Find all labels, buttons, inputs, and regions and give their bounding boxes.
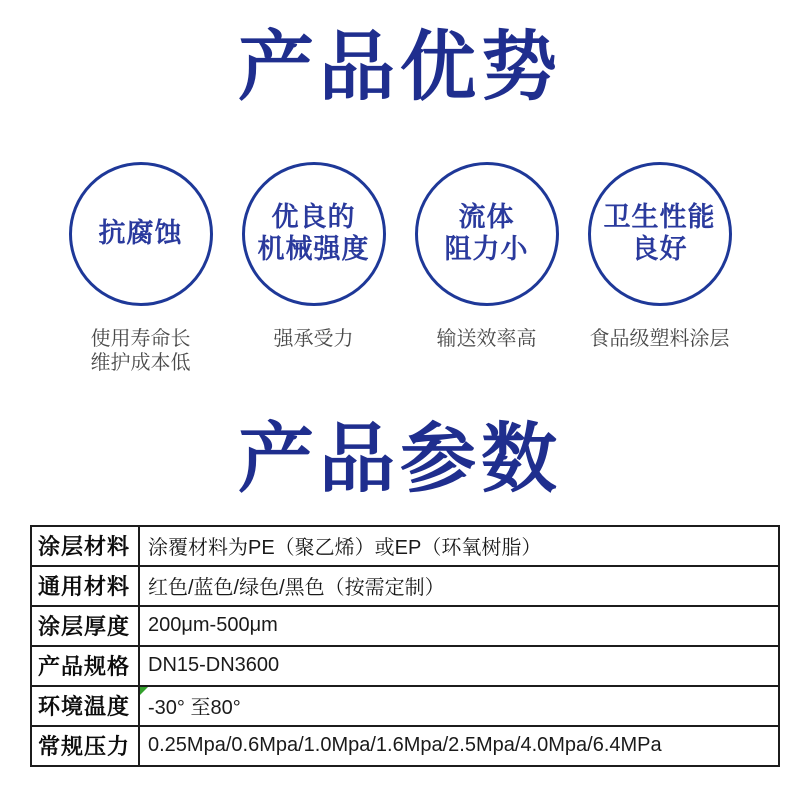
advantage-caption	[590, 327, 730, 351]
row-label-cell: 涂层材料	[31, 526, 139, 566]
advantage-circle	[242, 162, 386, 306]
parameters-section-title: 产品参数	[238, 416, 562, 502]
table-row-coating-material	[31, 526, 779, 566]
table-row-normal-pressure	[31, 726, 779, 766]
table-row-ambient-temperature	[31, 686, 779, 726]
row-label-cell: 通用材料	[31, 566, 139, 606]
row-value-text: -30° 至80°	[148, 697, 241, 720]
row-label-cell: 常规压力	[31, 726, 139, 766]
advantage-caption	[274, 327, 354, 351]
advantage-item-hygienic	[583, 162, 736, 376]
caption-line: 食品级塑料涂层	[589, 328, 730, 350]
advantage-item-low-fluid-resistance	[410, 162, 563, 376]
circle-label-line: 抗腐蚀	[98, 218, 183, 249]
row-value-cell	[139, 686, 779, 726]
table-row-coating-thickness	[31, 606, 779, 646]
row-value-cell: 0.25Mpa/0.6Mpa/1.0Mpa/1.6Mpa/2.5Mpa/4.0Mpa/6.4MPa	[139, 726, 779, 766]
row-label-cell: 环境温度	[31, 686, 139, 726]
advantage-caption	[91, 327, 191, 376]
row-value-cell: 红色/蓝色/绿色/黑色（按需定制）	[139, 566, 779, 606]
advantage-circle	[69, 162, 213, 306]
advantage-caption	[437, 327, 537, 351]
circle-label-line: 流体	[458, 202, 515, 233]
advantage-item-anticorrosion	[64, 162, 217, 376]
circle-label-line: 卫生性能	[603, 202, 716, 233]
caption-line: 强承受力	[273, 328, 354, 350]
row-value-cell: 200μm-500μm	[139, 606, 779, 646]
parameters-table	[30, 525, 780, 767]
circle-label-line: 阻力小	[444, 234, 529, 264]
caption-line: 输送效率高	[436, 328, 537, 350]
advantage-item-mechanical-strength	[237, 162, 390, 376]
advantage-circle	[415, 162, 559, 306]
cell-error-triangle-icon	[140, 687, 148, 695]
row-value-cell: DN15-DN3600	[139, 646, 779, 686]
row-label-cell: 涂层厚度	[31, 606, 139, 646]
circle-label-line: 良好	[631, 234, 688, 264]
row-value-cell: 涂覆材料为PE（聚乙烯）或EP（环氧树脂）	[139, 526, 779, 566]
advantages-row	[0, 162, 800, 376]
advantage-circle	[588, 162, 732, 306]
caption-line: 维护成本低	[90, 352, 191, 375]
advantages-section-title: 产品优势	[238, 25, 562, 110]
table-row-product-spec	[31, 646, 779, 686]
circle-label-line: 机械强度	[257, 234, 370, 264]
caption-line: 使用寿命长	[90, 328, 191, 350]
table-row-common-material	[31, 566, 779, 606]
circle-label-line: 优良的	[271, 202, 356, 233]
row-label-cell: 产品规格	[31, 646, 139, 686]
